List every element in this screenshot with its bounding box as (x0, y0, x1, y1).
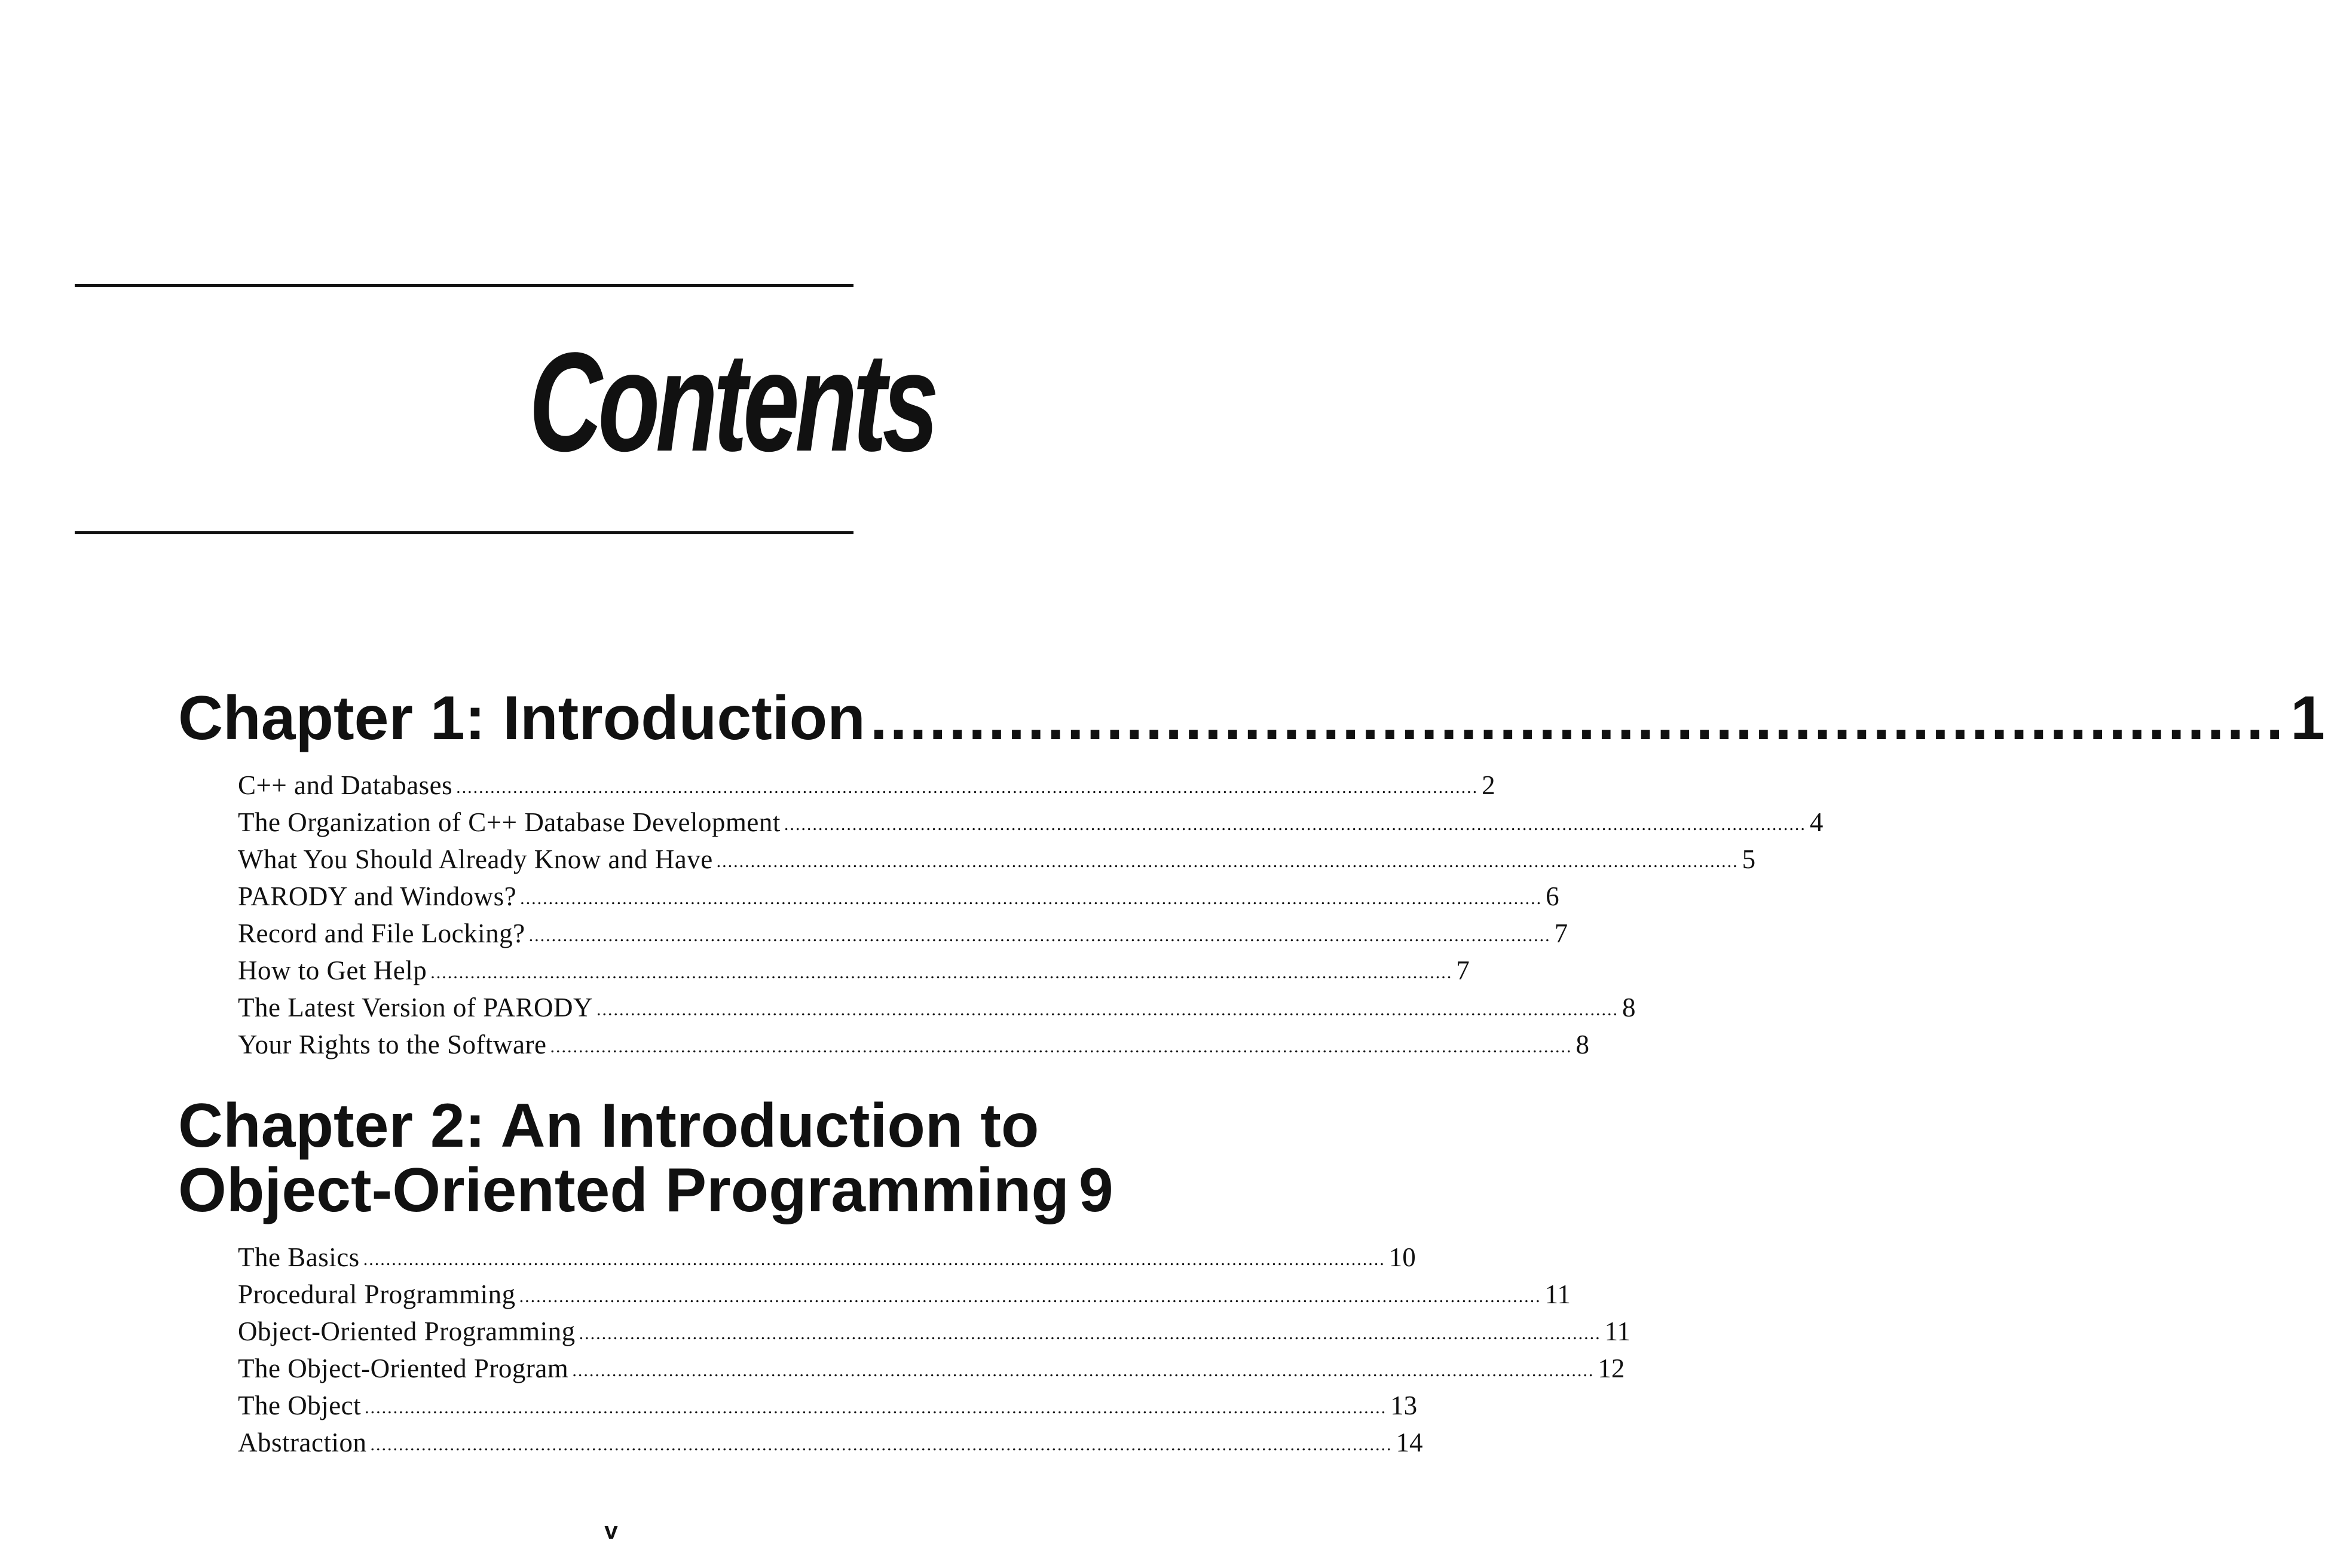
toc-entry[interactable] (238, 1241, 1416, 1278)
entry-page: 10 (1388, 1242, 1416, 1272)
entry-title: Record and File Locking? (238, 918, 525, 948)
dot-leader: .................................................................................................................................................................................... (363, 1250, 1385, 1269)
dot-leader: .................................................................................................................................................................................... (596, 1000, 1619, 1019)
dot-leader: .................................................................................................................................................................................... (520, 889, 1543, 908)
bottom-rule (75, 531, 853, 534)
entry-page: 7 (1554, 918, 1568, 948)
chapter-1-heading[interactable] (178, 684, 2325, 753)
entry-page: 8 (1576, 1030, 1589, 1059)
chapter-2-page: 9 (1078, 1156, 1113, 1225)
dot-leader: .................................................................................................................................................................................... (456, 777, 1479, 797)
entry-title: Abstraction (238, 1428, 367, 1457)
entry-page: 13 (1390, 1391, 1418, 1420)
toc-entry[interactable] (238, 843, 1756, 880)
chapter-2 (178, 1091, 1630, 1463)
toc-entry[interactable] (238, 954, 1470, 991)
dot-leader: ........................................................................ (870, 684, 2286, 753)
entry-title: Your Rights to the Software (238, 1030, 547, 1059)
dot-leader: .................................................................................................................................................................................... (579, 1324, 1601, 1343)
entry-page: 7 (1456, 956, 1470, 985)
toc-entry[interactable] (238, 1389, 1418, 1426)
entry-title: What You Should Already Know and Have (238, 844, 713, 874)
entry-title: The Latest Version of PARODY (238, 993, 593, 1022)
entry-page: 8 (1622, 993, 1636, 1022)
toc-entry[interactable] (238, 880, 1559, 917)
chapter-1-title: Chapter 1: Introduction (178, 684, 865, 753)
chapter-1-entries (238, 768, 1824, 1065)
top-rule (75, 284, 853, 287)
dot-leader: .................................................................................................................................................................................... (365, 1398, 1387, 1417)
chapter-2-title-line1: Chapter 2: An Introduction to (178, 1091, 1039, 1160)
toc-entry[interactable] (238, 1278, 1571, 1315)
toc-entry[interactable] (238, 1028, 1589, 1065)
entry-page: 11 (1604, 1316, 1630, 1346)
entry-title: The Basics (238, 1242, 360, 1272)
entry-title: The Object (238, 1391, 362, 1420)
page-number: v (604, 1518, 618, 1544)
entry-title: The Object-Oriented Program (238, 1353, 569, 1383)
entry-page: 2 (1482, 770, 1495, 800)
dot-leader: .................................................................................................................................................................................... (572, 1361, 1595, 1380)
dot-leader: .................................................................................................................................................................................... (528, 926, 1551, 945)
entry-title: How to Get Help (238, 956, 427, 985)
dot-leader: .................................................................................................................................................................................... (716, 852, 1739, 871)
entry-page: 6 (1546, 881, 1559, 911)
entry-page: 11 (1544, 1279, 1571, 1309)
dot-leader: .................................................................................................................................................................................... (430, 963, 1453, 982)
entry-page: 5 (1742, 844, 1756, 874)
chapter-2-heading-line1[interactable] (178, 1091, 1039, 1160)
entry-page: 4 (1809, 807, 1824, 837)
dot-leader: .................................................................................................................................................................................... (519, 1287, 1541, 1306)
entry-title: C++ and Databases (238, 770, 453, 800)
chapter-2-entries (238, 1241, 1630, 1463)
entry-page: 12 (1598, 1353, 1625, 1383)
entry-title: The Organization of C++ Database Development (238, 807, 781, 837)
chapter-2-title-line2: Object-Oriented Programming (178, 1156, 1069, 1225)
toc-entry[interactable] (238, 1426, 1423, 1463)
dot-leader: .................................................................................................................................................................................... (550, 1037, 1573, 1056)
dot-leader: .................................................................................................................................................................................... (370, 1435, 1393, 1454)
chapter-1 (178, 684, 2325, 1065)
toc-entry[interactable] (238, 806, 1824, 843)
entry-title: Object-Oriented Programming (238, 1316, 576, 1346)
toc-entry[interactable] (238, 991, 1636, 1028)
entry-title: PARODY and Windows? (238, 881, 517, 911)
entry-page: 14 (1396, 1428, 1423, 1457)
dot-leader: .................................................................................................................................................................................... (784, 814, 1806, 834)
toc-entry[interactable] (238, 768, 1495, 806)
toc-entry[interactable] (238, 917, 1568, 954)
chapter-2-heading-line2[interactable] (178, 1156, 1113, 1225)
toc-entry[interactable] (238, 1315, 1630, 1352)
toc-entry[interactable] (238, 1352, 1625, 1389)
page-title: Contents (529, 323, 935, 481)
entry-title: Procedural Programming (238, 1279, 516, 1309)
chapter-1-page: 1 (2290, 684, 2325, 753)
